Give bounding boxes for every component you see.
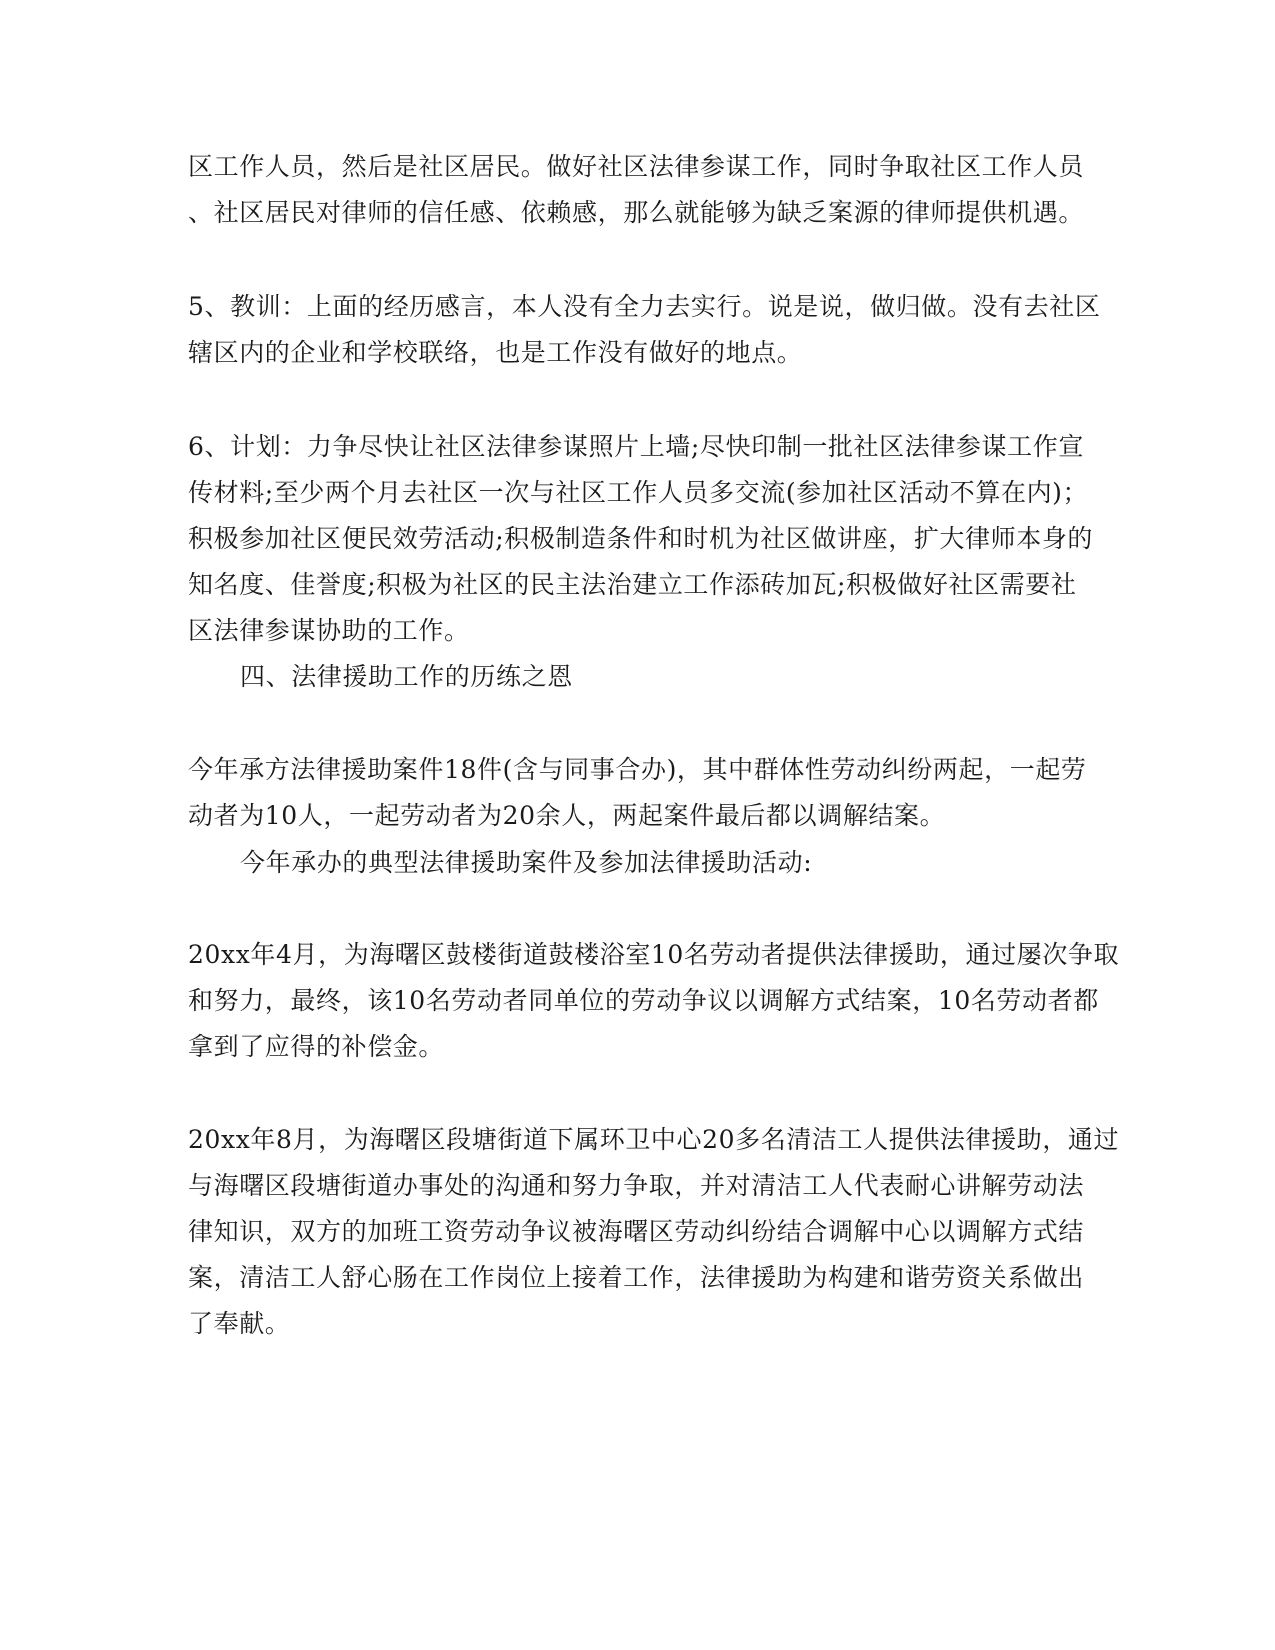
text-line: 案，清洁工人舒心肠在工作岗位上接着工作，法律援助为构建和谐劳资关系做出 bbox=[188, 1263, 1085, 1292]
text-line: 知名度、佳誉度;积极为社区的民主法治建立工作添砖加瓦;积极做好社区需要社 bbox=[188, 570, 1077, 599]
text-line: 区工作人员，然后是社区居民。做好社区法律参谋工作，同时争取社区工作人员 bbox=[188, 152, 1085, 181]
text-line: 与海曙区段塘街道办事处的沟通和努力争取，并对清洁工人代表耐心讲解劳动法 bbox=[188, 1171, 1085, 1200]
text-line: 20xx年8月，为海曙区段塘街道下属环卫中心20多名清洁工人提供法律援助，通过 bbox=[188, 1125, 1120, 1154]
text-line: 今年承办的典型法律援助案件及参加法律援助活动: bbox=[240, 848, 813, 877]
text-line: 今年承方法律援助案件18件(含与同事合办)，其中群体性劳动纠纷两起，一起劳 bbox=[188, 755, 1087, 784]
text-line: 5、教训：上面的经历感言，本人没有全力去实行。说是说，做归做。没有去社区 bbox=[188, 292, 1101, 321]
text-line: 区法律参谋协助的工作。 bbox=[188, 616, 470, 645]
text-line: 6、计划：力争尽快让社区法律参谋照片上墙;尽快印制一批社区法律参谋工作宣 bbox=[188, 432, 1084, 461]
heading-text: 四、法律援助工作的历练之恩 bbox=[240, 662, 573, 691]
text-line: 律知识，双方的加班工资劳动争议被海曙区劳动纠纷结合调解中心以调解方式结 bbox=[188, 1217, 1085, 1246]
text-line: 动者为10人，一起劳动者为20余人，两起案件最后都以调解结案。 bbox=[188, 801, 946, 830]
text-line: 和努力，最终，该10名劳动者同单位的劳动争议以调解方式结案，10名劳动者都 bbox=[188, 986, 1099, 1015]
text-line: 、社区居民对律师的信任感、依赖感，那么就能够为缺乏案源的律师提供机遇。 bbox=[188, 198, 1085, 227]
text-line: 积极参加社区便民效劳活动;积极制造条件和时机为社区做讲座，扩大律师本身的 bbox=[188, 524, 1094, 553]
text-line: 20xx年4月，为海曙区鼓楼街道鼓楼浴室10名劳动者提供法律援助，通过屡次争取 bbox=[188, 940, 1120, 969]
text-line: 了奉献。 bbox=[188, 1309, 291, 1338]
text-line: 拿到了应得的补偿金。 bbox=[188, 1032, 445, 1061]
text-line: 辖区内的企业和学校联络，也是工作没有做好的地点。 bbox=[188, 338, 803, 367]
text-line: 传材料;至少两个月去社区一次与社区工作人员多交流(参加社区活动不算在内)； bbox=[188, 478, 1089, 507]
